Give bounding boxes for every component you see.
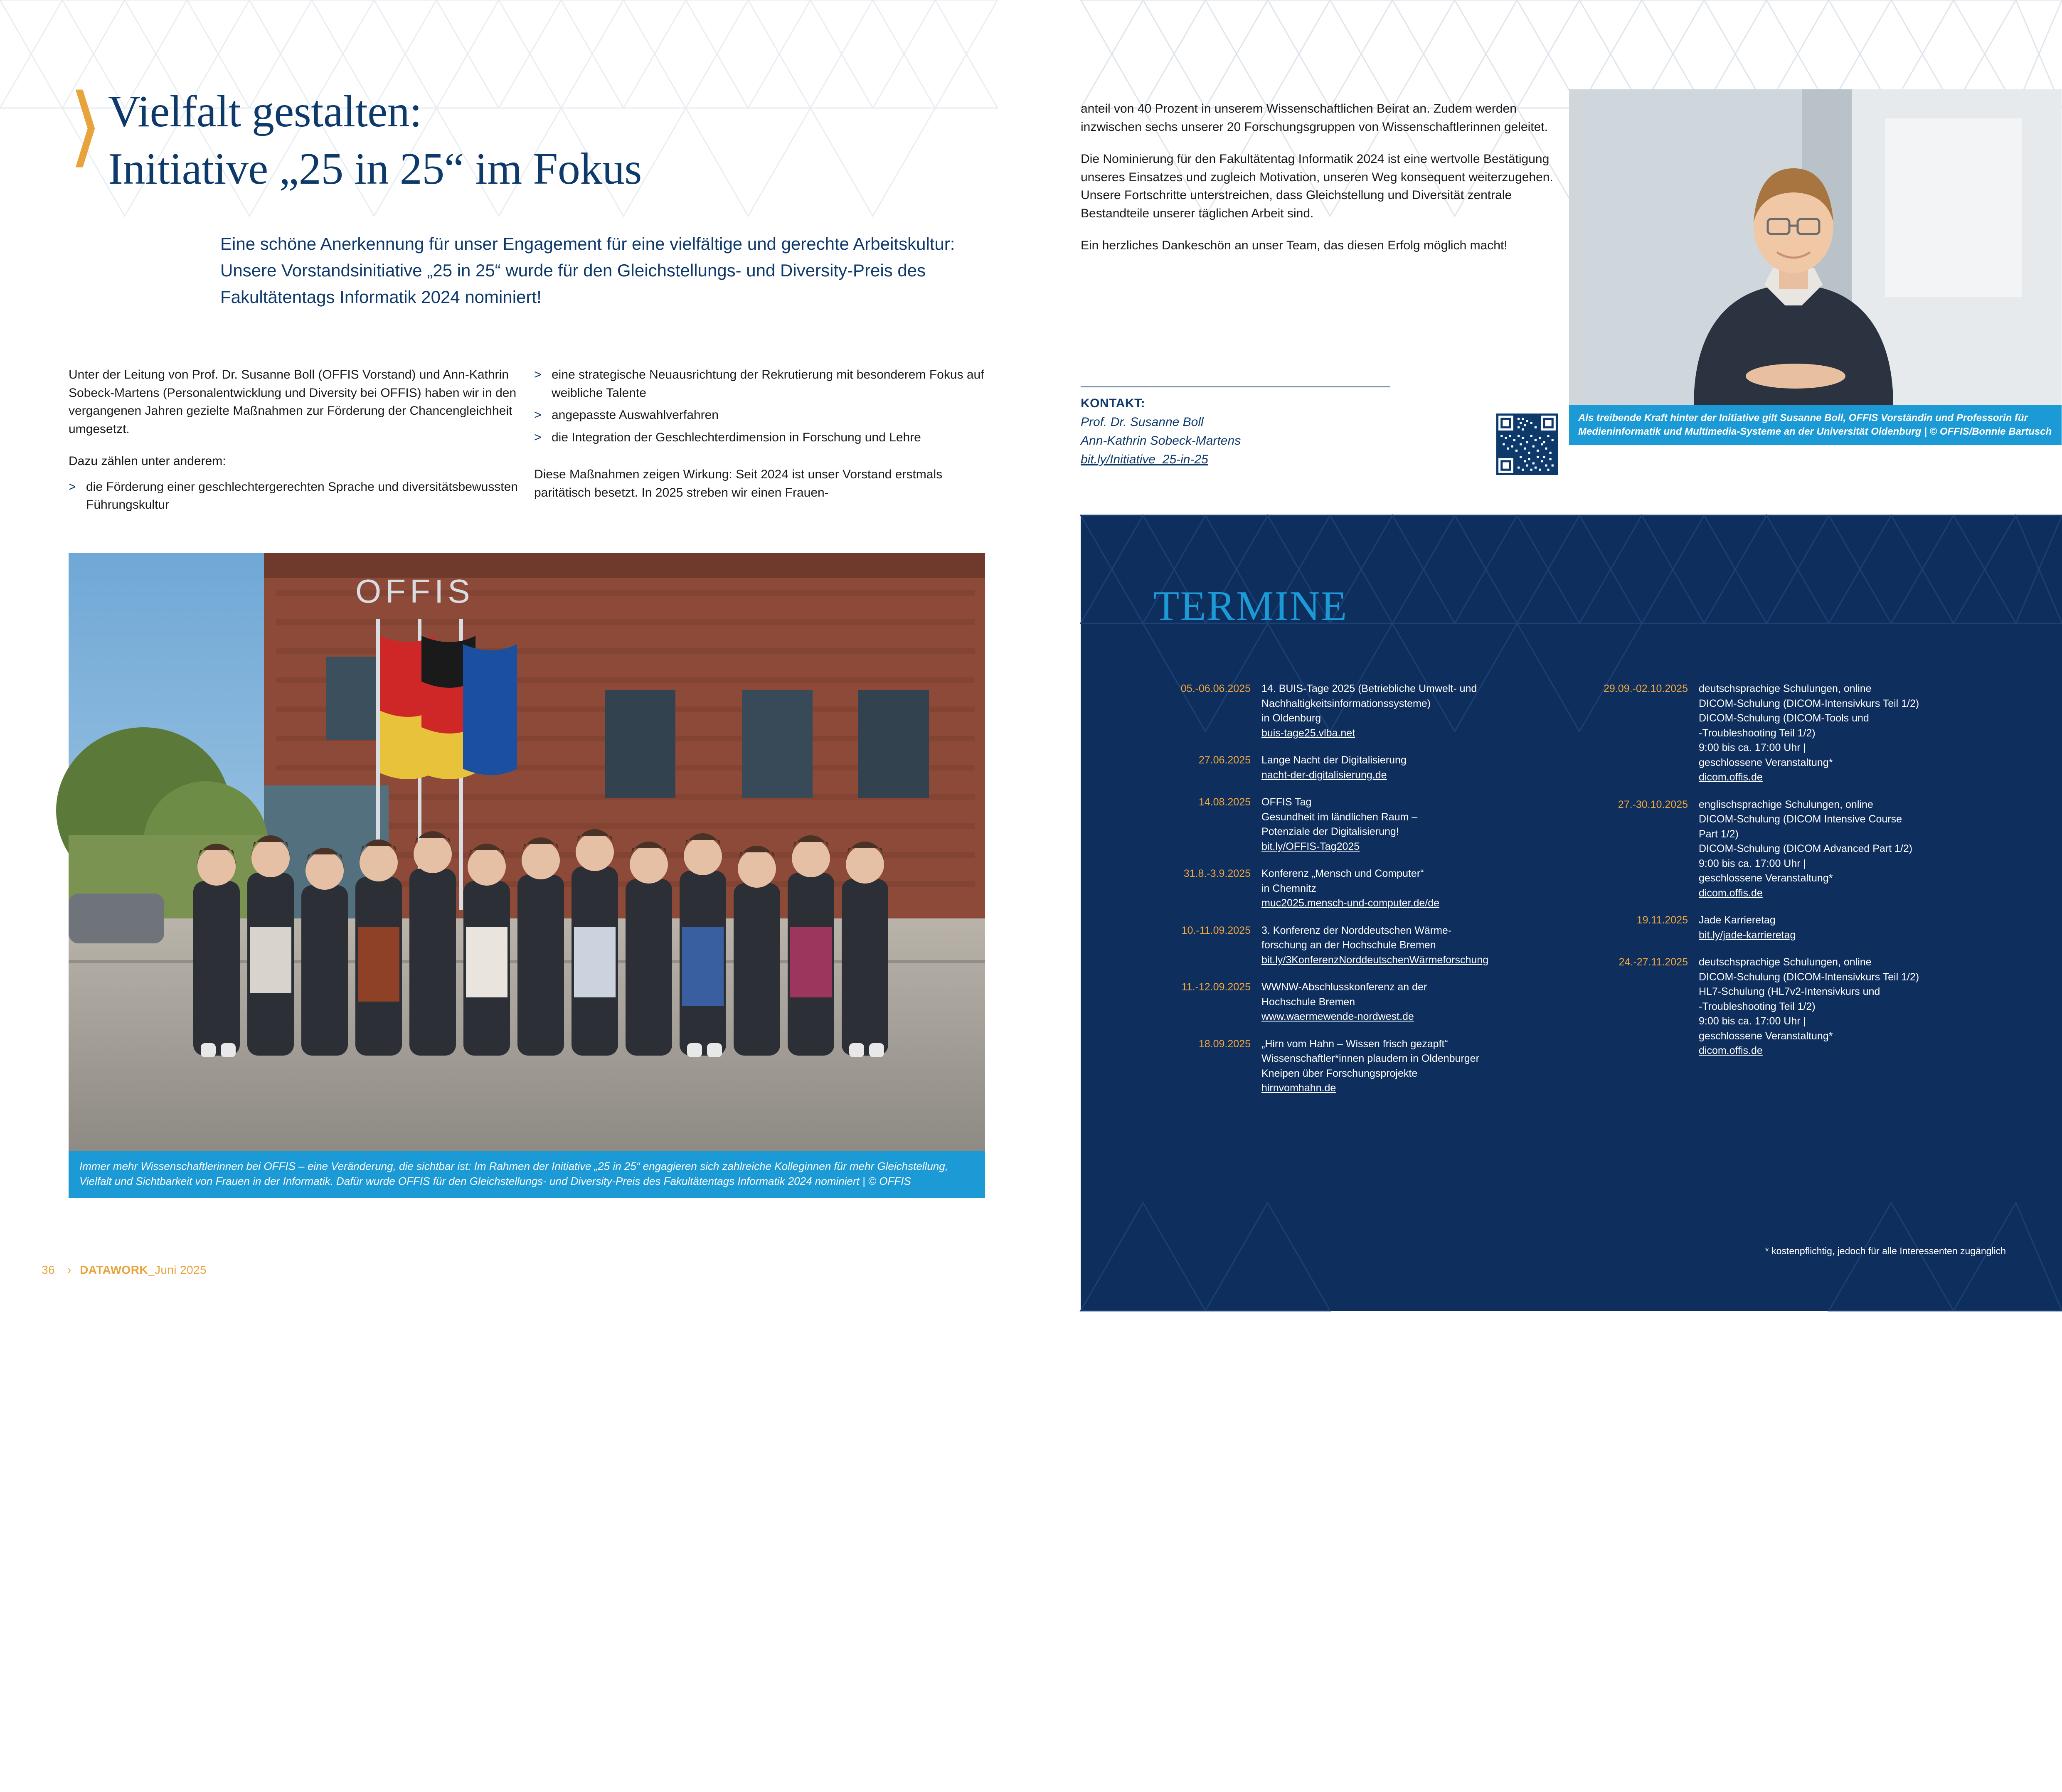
page-number-right: 37 [2004,1779,2018,1792]
termine-date: 27.06.2025 [1198,754,1251,766]
bullet-list-1 [69,478,522,514]
termine-entry [1591,798,2005,901]
left-page [0,0,1081,1311]
termine-footnote: * kostenpflichtig, jedoch für alle Interessenten zugänglich [1765,1246,2006,1256]
termine-line: HL7-Schulung (HL7v2-Intensivkurs und [1699,986,1880,997]
termine-body [1261,795,1568,854]
termine-column-left [1153,682,1568,1108]
paragraph: Die Nominierung für den Fakultätentag Informatik 2024 ist eine wertvolle Bestätigung unseres Einsatzes und zugleich Motivation, unseren Weg konsequent weiterzugehen. Unsere Fortschritte unterstreichen, dass Gleichstellung und Diversität zentrale Bestandteile unserer täglichen Arbeit sind. [1081,152,1553,220]
termine-link[interactable]: hirnvomhahn.de [1261,1082,1336,1094]
chevron-right-icon: › [67,1263,71,1276]
bullet-list-2 [534,366,987,446]
body-column-2 [534,366,987,516]
article-lead: Eine schöne Anerkennung für unser Engagement für eine vielfältige und gerechte Arbeitskultur: Unsere Vorstandsinitiative „25 in 25“ wurde für den Gleichstellungs- und Diversity-Preis des Fakultätentags Informatik 2024 nominiert! [220,234,955,307]
termine-line: Jade Karrieretag [1699,914,1776,926]
termine-line: WWNW-Abschlusskonferenz an der [1261,981,1427,993]
page-number-left: 36 [42,1263,55,1276]
termine-columns [1153,682,2005,1108]
contact-link[interactable]: bit.ly/Initiative_25-in-25 [1081,453,1208,466]
paragraph: Ein herzliches Dankeschön an unser Team, das diesen Erfolg möglich macht! [1081,239,1508,252]
svg-text:OFFIS: OFFIS [355,573,474,610]
termine-line: „Hirn vom Hahn – Wissen frisch gezapft“ [1261,1038,1448,1050]
group-photo-caption: Immer mehr Wissenschaftlerinnen bei OFFIS – eine Veränderung, die sichtbar ist: Im Rahmen der Initiative „25 in 25“ engagieren sich zahlreiche Kolleginnen für mehr Gleichstellung, Vielfalt und Sichtbarkeit von Frauen in der Informatik. Dafür wurde OFFIS für den Gleichstellungs- und Diversity-Preis des Fakultätentags Informatik 2024 nominiert | © OFFIS [69,1151,985,1198]
termine-date: 19.11.2025 [1636,914,1688,926]
paragraph: anteil von 40 Prozent in unserem Wissenschaftlichen Beirat an. Zudem werden inzwischen sechs unserer 20 Forschungsgruppen von Wissenschaftlerinnen geleitet. [1081,102,1548,134]
termine-link[interactable]: bit.ly/3KonferenzNorddeutschenWärmeforschung [1261,954,1489,966]
termine-link[interactable]: dicom.offis.de [1699,1045,1763,1056]
termine-line: Hochschule Bremen [1261,996,1355,1008]
termine-line: DICOM-Schulung (DICOM-Intensivkurs Teil 1/2) [1699,971,1919,983]
chevron-right-icon: › [1989,1779,1994,1792]
termine-line: Potenziale der Digitalisierung! [1261,826,1399,837]
paragraph: Unter der Leitung von Prof. Dr. Susanne Boll (OFFIS Vorstand) und Ann-Kathrin Sobeck-Martens (Personalentwicklung und Diversity bei OFFIS) haben wir in den vergangenen Jahren gezielte Maßnahmen zur Förderung der Chancengleichheit umgesetzt. [69,368,517,436]
group-photo [69,553,985,1151]
portrait-caption: Als treibende Kraft hinter der Initiative gilt Susanne Boll, OFFIS Vorständin und Professorin für Medieninformatik und Multimedia-Systeme an der Universität Oldenburg | © OFFIS/Bonnie Bartusch [1569,405,2062,445]
termine-link[interactable]: buis-tage25.vlba.net [1261,727,1355,739]
termine-body [1699,682,2005,785]
termine-entry [1153,1037,1568,1096]
termine-entry [1153,753,1568,783]
termine-link[interactable]: nacht-der-digitalisierung.de [1261,769,1387,781]
termine-body [1261,866,1568,911]
termine-line: DICOM-Schulung (DICOM-Tools und [1699,712,1869,724]
list-item: > die Förderung einer geschlechtergerechten Sprache und diversitätsbewussten Führungskultur [69,478,522,514]
termine-line: 3. Konferenz der Norddeutschen Wärme- [1261,924,1452,936]
headline-line-2: Initiative „25 in 25“ im Fokus [108,144,642,194]
termine-line: geschlossene Veranstaltung* [1699,756,1833,768]
termine-body [1699,798,2005,901]
right-page-footer [1907,1779,2018,1792]
right-body-text [1081,100,1557,269]
right-page [1081,0,2062,1792]
termine-line: Lange Nacht der Digitalisierung [1261,754,1407,766]
termine-line: OFFIS Tag [1261,796,1312,808]
termine-line: forschung an der Hochschule Bremen [1261,939,1436,951]
portrait-photo-susanne-boll [1569,89,2062,405]
brand-issue: _Juni 2025 [148,1263,207,1276]
qr-code[interactable] [1496,414,1558,475]
contact-divider [1081,386,1390,387]
termine-line: geschlossene Veranstaltung* [1699,872,1833,884]
termine-line: englischsprachige Schulungen, online [1699,798,1873,810]
termine-line: 9:00 bis ca. 17:00 Uhr | [1699,1015,1806,1027]
body-column-1 [69,366,522,518]
termine-date: 14.08.2025 [1198,796,1251,808]
contact-name-1: Prof. Dr. Susanne Boll [1081,415,1204,429]
termine-line: in Oldenburg [1261,712,1321,724]
contact-label: KONTAKT: [1081,396,1146,410]
termine-link[interactable]: bit.ly/jade-karrieretag [1699,929,1796,941]
section-label: SONSTIGES [1906,1779,1978,1792]
termine-body [1699,955,2005,1058]
termine-line: Nachhaltigkeitsinformationssysteme) [1261,697,1431,709]
termine-line: DICOM-Schulung (DICOM Intensive Course [1699,813,1902,825]
termine-title: TERMINE [1153,583,1348,630]
termine-body [1261,682,1568,741]
termine-line: Wissenschaftler*innen plaudern in Oldenburger [1261,1053,1479,1064]
termine-link[interactable]: bit.ly/OFFIS-Tag2025 [1261,840,1360,852]
termine-entry [1591,682,2005,785]
termine-date: 31.8.-3.9.2025 [1183,868,1251,879]
termine-panel [1081,515,2062,1792]
termine-line: in Chemnitz [1261,882,1316,894]
termine-date: 24.-27.11.2025 [1619,956,1688,968]
termine-line: 9:00 bis ca. 17:00 Uhr | [1699,742,1806,753]
headline-bracket-icon: ⟩ [69,79,103,175]
paragraph: Diese Maßnahmen zeigen Wirkung: Seit 2024 ist unser Vorstand erstmals paritätisch besetzt. In 2025 streben wir einen Frauen- [534,468,943,500]
list-item: > eine strategische Neuausrichtung der Rekrutierung mit besonderem Fokus auf weibliche Talente [534,366,987,402]
termine-line: Part 1/2) [1699,828,1739,840]
termine-link[interactable]: dicom.offis.de [1699,771,1763,783]
contact-name-2: Ann-Kathrin Sobeck-Martens [1081,434,1241,448]
termine-entry [1591,913,2005,943]
termine-line: DICOM-Schulung (DICOM-Intensivkurs Teil 1/2) [1699,697,1919,709]
termine-line: DICOM-Schulung (DICOM Advanced Part 1/2) [1699,843,1913,854]
termine-line: -Troubleshooting Teil 1/2) [1699,727,1816,739]
termine-body [1261,753,1568,783]
termine-date: 05.-06.06.2025 [1180,683,1251,694]
termine-line: 14. BUIS-Tage 2025 (Betriebliche Umwelt- und [1261,683,1477,694]
termine-date: 27.-30.10.2025 [1618,798,1688,810]
termine-link[interactable]: muc2025.mensch-und-computer.de/de [1261,897,1440,909]
termine-line: geschlossene Veranstaltung* [1699,1030,1833,1042]
left-page-footer [42,1263,207,1277]
termine-date: 11.-12.09.2025 [1181,981,1251,993]
termine-date: 29.09.-02.10.2025 [1604,683,1688,694]
termine-entry [1153,980,1568,1024]
termine-date: 18.09.2025 [1198,1038,1251,1050]
termine-line: -Troubleshooting Teil 1/2) [1699,1000,1816,1012]
termine-entry [1591,955,2005,1058]
termine-body [1699,913,2005,943]
headline-line-1: Vielfalt gestalten: [108,87,422,136]
article-headline [69,79,983,198]
termine-line: 9:00 bis ca. 17:00 Uhr | [1699,857,1806,869]
paragraph: Dazu zählen unter anderem: [69,454,226,468]
brand-name: DATAWORK [80,1263,148,1276]
termine-line: deutschsprachige Schulungen, online [1699,683,1872,694]
termine-date: 10.-11.09.2025 [1181,924,1251,936]
termine-link[interactable]: www.waermewende-nordwest.de [1261,1011,1414,1022]
list-item: > die Integration der Geschlechterdimension in Forschung und Lehre [534,428,987,447]
termine-entry [1153,795,1568,854]
termine-entry [1153,923,1568,968]
termine-line: Gesundheit im ländlichen Raum – [1261,811,1418,823]
list-item: > angepasste Auswahlverfahren [534,406,987,424]
termine-entry [1153,682,1568,741]
termine-line: Konferenz „Mensch und Computer“ [1261,868,1424,879]
termine-body [1261,980,1568,1024]
termine-column-right [1591,682,2005,1108]
termine-line: deutschsprachige Schulungen, online [1699,956,1872,968]
contact-block [1081,386,1390,469]
termine-body [1261,1037,1568,1096]
termine-body [1261,923,1568,968]
termine-line: Kneipen über Forschungsprojekte [1261,1067,1418,1079]
termine-entry [1153,866,1568,911]
termine-link[interactable]: dicom.offis.de [1699,887,1763,899]
